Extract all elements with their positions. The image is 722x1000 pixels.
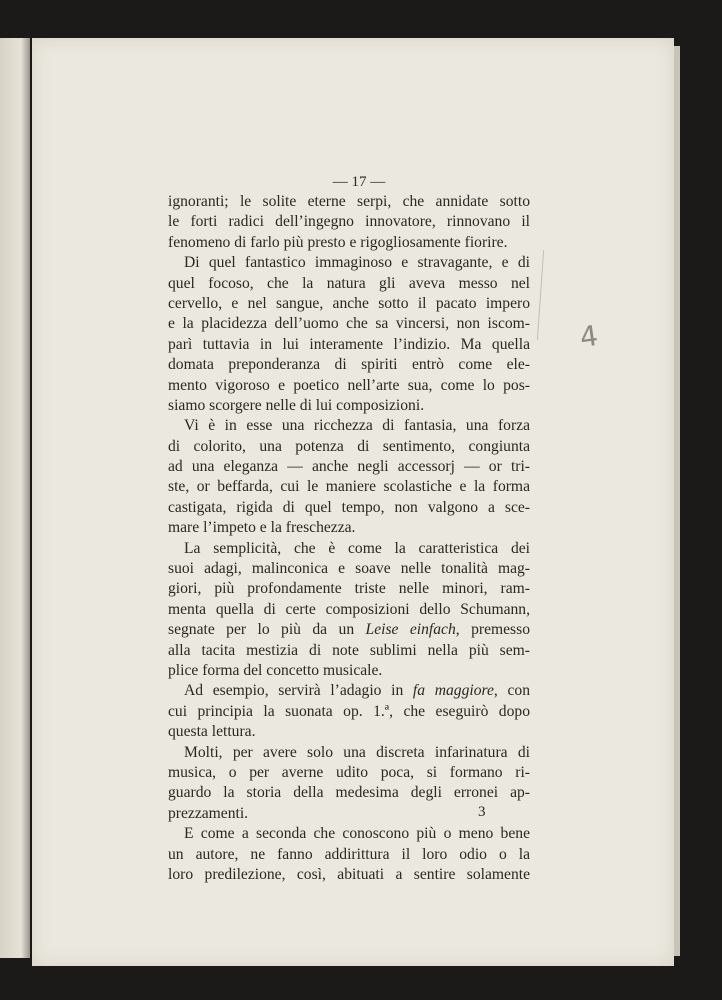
- text-line: siamo scorgere nelle di lui composizioni.: [168, 396, 425, 414]
- text-line: cervello, e nel sangue, anche sotto il pacato impero: [168, 294, 530, 312]
- text-line: castigata, rigida di quel tempo, non valgono a sce-: [168, 498, 530, 516]
- text-line: ad una eleganza — anche negli accessorj — or tri-: [168, 458, 530, 476]
- text-line: giori, più profondamente triste nelle minori, ram-: [168, 580, 530, 598]
- body-text: [168, 192, 530, 885]
- page-number-header: — 17 —: [332, 174, 386, 190]
- pencil-marginal-note: 4: [577, 318, 601, 355]
- text-line: loro predilezione, così, abituati a sentire solamente: [168, 865, 530, 883]
- signature-mark: 3: [478, 804, 486, 820]
- text-line: alla tacita mestizia di note sublimi nella più sem-: [168, 641, 530, 659]
- text-line: Molti, per avere solo una discreta infarinatura di: [184, 743, 530, 761]
- text-line: cui principia la suonata op. 1.ª, che eseguirò dopo: [168, 702, 530, 720]
- facing-page-edge: [0, 38, 30, 958]
- text-line: Di quel fantastico immaginoso e stravagante, e di: [184, 254, 530, 272]
- text-line: La semplicità, che è come la caratteristica dei: [184, 539, 530, 557]
- text-line: menta quella di certe composizioni dello Schumann,: [168, 600, 530, 618]
- text-line: le forti radici dell’ingegno innovatore, rinnovano il: [168, 213, 530, 231]
- text-line: quel focoso, che la natura gli aveva messo nel: [168, 274, 530, 292]
- text-line: e la placidezza dell’uomo che sa vincersi, non iscom-: [168, 315, 530, 333]
- text-line: un autore, ne fanno addirittura il loro odio o la: [168, 845, 530, 863]
- text-line: ignoranti; le solite eterne serpi, che annidate sotto: [168, 193, 530, 210]
- text-line: mare l’impeto e la freschezza.: [168, 519, 356, 537]
- pencil-margin-line: [537, 250, 544, 340]
- text-line: musica, o per averne udito poca, si formano ri-: [168, 763, 530, 781]
- text-line: plice forma del concetto musicale.: [168, 661, 383, 679]
- text-line: E come a seconda che conoscono più o meno bene: [184, 825, 530, 843]
- text-line: mento vigoroso e poetico nell’arte sua, come lo pos-: [168, 376, 530, 394]
- text-line: fenomeno di farlo più presto e rigogliosamente fiorire.: [168, 233, 508, 251]
- text-line: parì tuttavia in lui interamente l’indizio. Ma quella: [168, 335, 530, 353]
- book-page: [32, 38, 674, 966]
- text-line: domata preponderanza di spiriti entrò come ele-: [168, 356, 530, 374]
- text-line: di colorito, una potenza di sentimento, congiunta: [168, 437, 530, 455]
- text-line: ste, or beffarda, cui le maniere scolastiche e la forma: [168, 478, 530, 496]
- text-line: suoi adagi, malinconica e soave nelle tonalità mag-: [168, 560, 530, 578]
- text-line: guardo la storia della medesima degli erronei ap-: [168, 784, 530, 802]
- text-line: Ad esempio, servirà l’adagio in fa maggiore, con: [184, 682, 531, 700]
- text-line: segnate per lo più da un Leise einfach, premesso: [168, 621, 530, 639]
- text-line: Vi è in esse una ricchezza di fantasia, una forza: [184, 417, 530, 435]
- text-line: prezzamenti.: [168, 804, 249, 822]
- text-line: questa lettura.: [168, 723, 256, 741]
